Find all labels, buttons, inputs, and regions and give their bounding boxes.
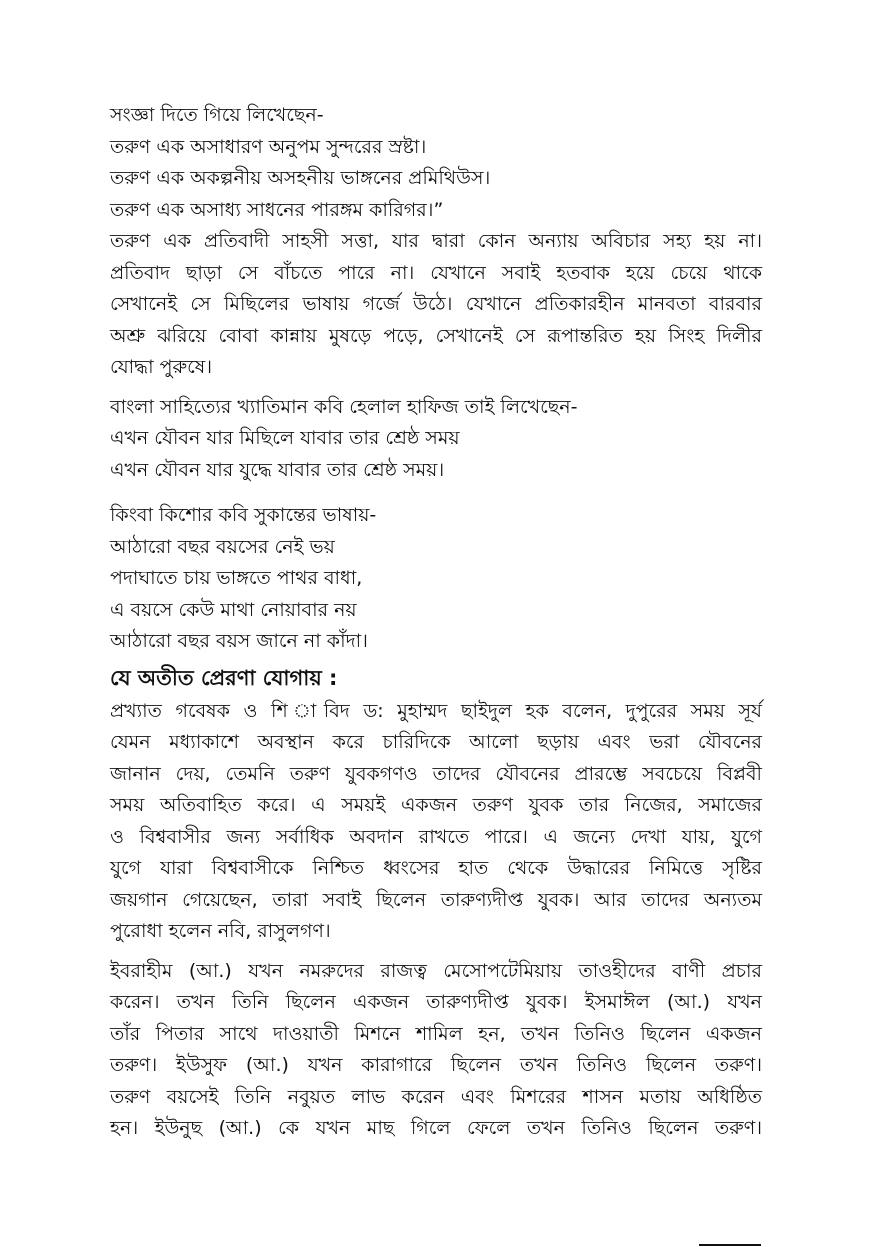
text-line: সংজ্ঞা দিতে গিয়ে লিখেছেন- (110, 104, 324, 126)
text-line: ও বিশ্ববাসীর জন্য সর্বাধিক অবদান রাখতে পারে। এ জন্যে দেখা যায়, যুগে (110, 825, 762, 848)
text-line: প্রতিবাদ ছাড়া সে বাঁচতে পারে না। যেখানে সবাই হতবাক হয়ে চেয়ে থাকে (110, 261, 762, 284)
poem-line: আঠারো বছর বয়স জানে না কাঁদা। (110, 630, 368, 652)
poem-sukanta (110, 500, 762, 658)
text-line: সেখানেই সে মিছিলের ভাষায় গর্জে উঠে। যেখানে প্রতিকারহীন মানবতা বারবার (110, 293, 762, 315)
text-line: তরুণ এক প্রতিবাদী সাহসী সত্তা, যার দ্বারা কোন অন্যায় অবিচার সহ্য হয় না। (110, 230, 762, 252)
poem-helal-hafiz (110, 392, 762, 487)
quote-definition-block (110, 100, 762, 226)
poem-line: আঠারো বছর বয়সের নেই ভয় (110, 535, 335, 558)
text-line: জয়গান গেয়েছেন, তারা সবাই ছিলেন তারুণ্যদীপ্ত যুবক। আর তাদের অন্যতম (110, 888, 762, 911)
text-line: তরুণ এক অসাধ্য সাধনের পারঙ্গম কারিগর।” (110, 198, 444, 221)
text-line: ইবরাহীম (আ.) যখন নমরুদের রাজত্ব মেসোপটেমিয়ায় তাওহীদের বাণী প্রচার (110, 959, 762, 982)
paragraph-prophets (110, 956, 762, 1145)
text-line: তরুণ বয়সেই তিনি নবুয়ত লাভ করেন এবং মিশরের শাসন মতায় অধিষ্ঠিত (110, 1085, 762, 1108)
text-line: পুরোধা হলেন নবি, রাসুলগণ। (110, 920, 331, 942)
text-line: তরুণ এক অসাধারণ অনুপম সুন্দরের স্রষ্টা। (110, 135, 427, 158)
poem-line: পদাঘাতে চায় ভাঙ্গতে পাথর বাধা, (110, 567, 363, 589)
footer-rule (699, 1244, 761, 1246)
paragraph-researcher (110, 696, 762, 948)
text-line: জানান দেয়, তেমনি তরুণ যুবকগণও তাদের যৌবনের প্রারম্ভে সবচেয়ে বিপ্লবী (110, 762, 762, 785)
text-line: করেন। তখন তিনি ছিলেন একজন তারুণ্যদীপ্ত যুবক। ইসমাঈল (আ.) যখন (110, 991, 762, 1013)
text-line: সময় অতিবাহিত করে। এ সময়ই একজন তরুণ যুবক তার নিজের, সমাজের (110, 794, 762, 816)
text-line: হন। ইউনুছ (আ.) কে যখন মাছ গিলে ফেলে তখন তিনিও ছিলেন তরুণ। (110, 1117, 762, 1139)
page-content (110, 100, 762, 1145)
text-line: যোদ্ধা পুরুষে। (110, 356, 213, 378)
text-line: প্রখ্যাত গবেষক ও শি াবিদ ড: মুহাম্মদ ছাইদুল হক বলেন, দুপুরের সময় সূর্য (110, 699, 762, 722)
text-line: তরুণ এক অকল্পনীয় অসহনীয় ভাঙ্গনের প্রমিথিউস। (110, 167, 491, 189)
paragraph-protest (110, 226, 762, 384)
text-line: যুগে যারা বিশ্ববাসীকে নিশ্চিত ধ্বংসের হাত থেকে উদ্ধারের নিমিত্তে সৃষ্টির (110, 857, 762, 879)
text-line: কিংবা কিশোর কবি সুকান্তের ভাষায়- (110, 504, 377, 526)
text-line: বাংলা সাহিত্যের খ্যাতিমান কবি হেলাল হাফিজ তাই লিখেছেন- (110, 395, 578, 418)
section-heading: যে অতীত প্রেরণা যোগায় : (110, 665, 338, 690)
text-line: তরুণ। ইউসুফ (আ.) যখন কারাগারে ছিলেন তখন তিনিও ছিলেন তরুণ। (110, 1054, 762, 1076)
text-line: যেমন মধ্যাকাশে অবস্থান করে চারিদিকে আলো ছড়ায় এবং ভরা যৌবনের (110, 731, 762, 753)
poem-line: এখন যৌবন যার মিছিলে যাবার তার শ্রেষ্ঠ সময় (110, 427, 460, 449)
text-line: অশ্রু ঝরিয়ে বোবা কান্নায় মুষড়ে পড়ে, সেখানেই সে রূপান্তরিত হয় সিংহ দিলীর (110, 324, 762, 347)
text-line: তাঁর পিতার সাথে দাওয়াতী মিশনে শামিল হন, তখন তিনিও ছিলেন একজন (110, 1022, 762, 1045)
poem-line: এ বয়সে কেউ মাথা নোয়াবার নয় (110, 598, 357, 621)
poem-line: এখন যৌবন যার যুদ্ধে যাবার তার শ্রেষ্ঠ সময়। (110, 458, 445, 481)
